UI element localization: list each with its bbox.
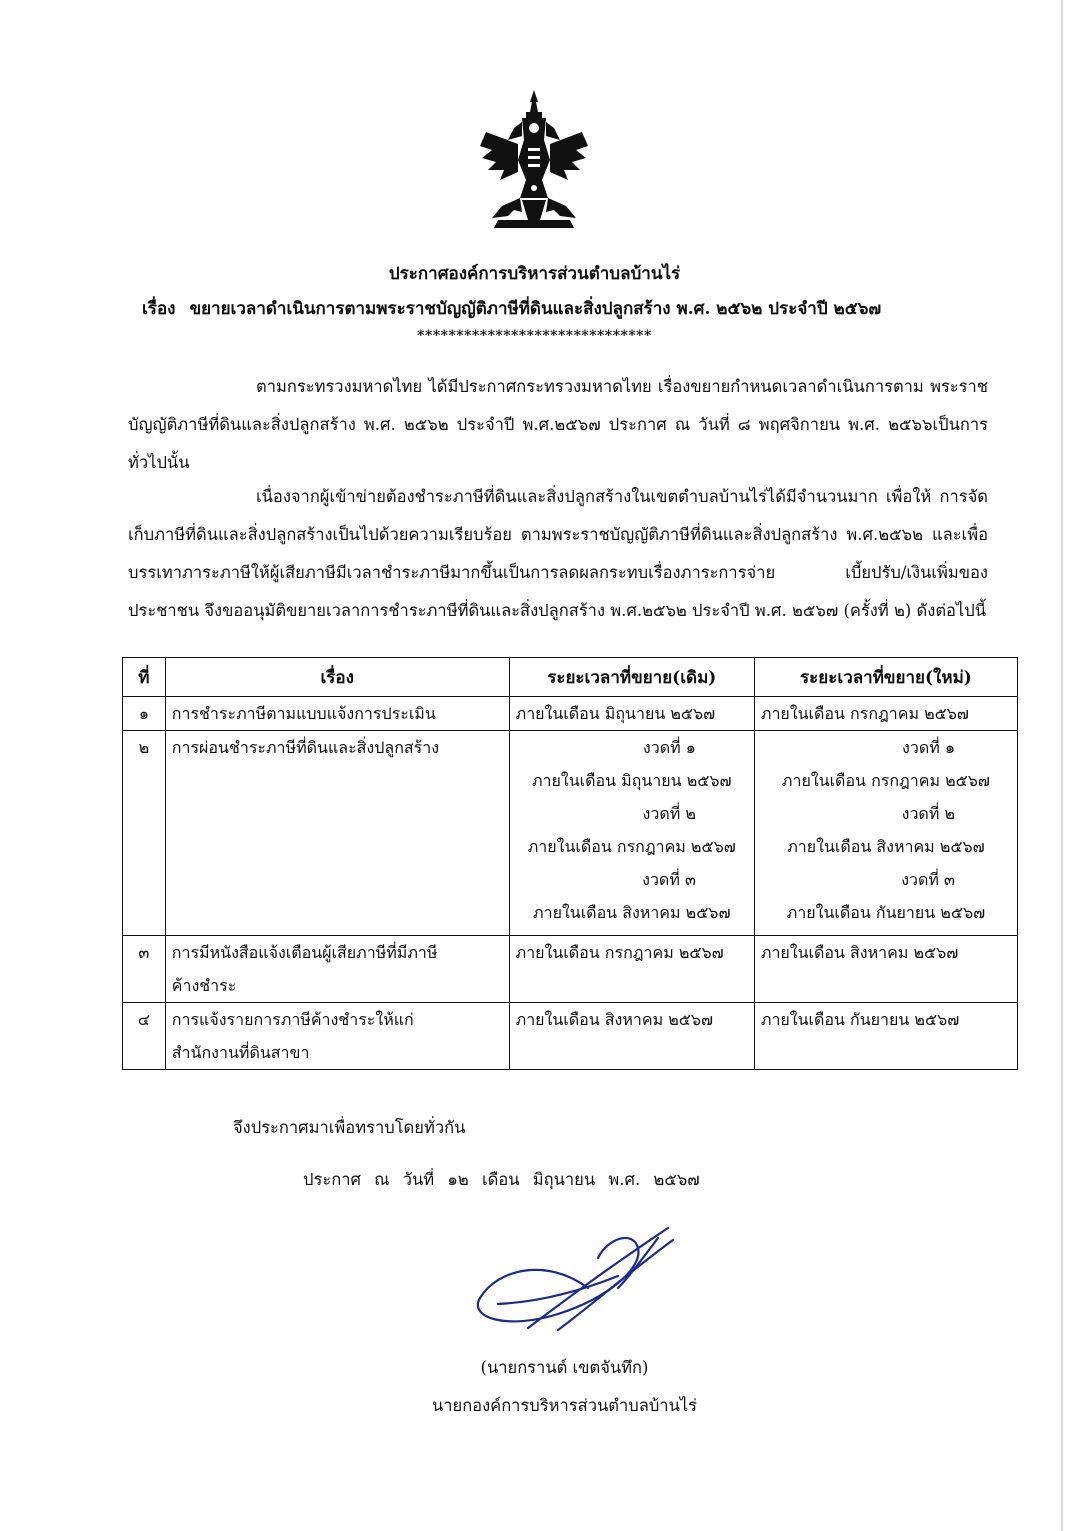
subject-text: ขยายเวลาดำเนินการตามพระราชบัญญัติภาษีที่ดินและสิ่งปลูกสร้าง พ.ศ. ๒๕๖๒ ประจำปี ๒๕๖๗ [189, 299, 882, 319]
installment-label: งวดที่ ๑ [642, 738, 696, 757]
subject-heading [100, 295, 1042, 322]
header-new-period: ระยะเวลาที่ขยาย(ใหม่) [754, 658, 1017, 697]
installment-label: งวดที่ ๓ [901, 870, 955, 889]
installment-label: งวดที่ ๑ [902, 738, 955, 757]
announcement-date: ประกาศ ณ วันที่ ๑๒ เดือน มิถุนายน พ.ศ. ๒๕๖๗ [303, 1170, 700, 1189]
header-no: ที่ [123, 658, 166, 697]
table-row [123, 697, 1018, 731]
row-old-period [509, 731, 754, 936]
handwritten-signature [468, 1218, 688, 1338]
installment-period: ภายในเดือน กรกฎาคม ๒๕๖๗ [781, 771, 990, 790]
table-row [123, 936, 1018, 1003]
row-old-period: ภายในเดือน กรกฎาคม ๒๕๖๗ [509, 936, 754, 1003]
installment-period: ภายในเดือน มิถุนายน ๒๕๖๗ [531, 771, 732, 790]
installment-label: งวดที่ ๒ [901, 804, 955, 823]
table-header-row [123, 658, 1018, 697]
installment-period: ภายในเดือน กันยายน ๒๕๖๗ [786, 903, 986, 922]
row-no: ๒ [123, 731, 166, 936]
signer-position: นายกองค์การบริหารส่วนตำบลบ้านไร่ [431, 1396, 698, 1415]
closing-statement: จึงประกาศมาเพื่อทราบโดยทั่วกัน [233, 1118, 466, 1137]
signer-name: (นายกรานต์ เขตจันทึก) [480, 1358, 649, 1377]
subject-label: เรื่อง [142, 299, 176, 319]
paragraph-2-text: เนื่องจากผู้เข้าข่ายต้องชำระภาษีที่ดินและสิ่งปลูกสร้างในเขตตำบลบ้านไร่ได้มีจำนวนมาก เพื่อให้ การจัดเก็บภาษีที่ดินและสิ่งปลูกสร้างเป็นไปด้วยความเรียบร้อย ตามพระราชบัญญัติภาษีที่ดินและสิ่งปลูกสร้าง พ.ศ.๒๕๖๒ และเพื่อบรรเทาภาระภาษีให้ผู้เสียภาษีมีเวลาชำระภาษีมากขึ้นเป็นการลดผลกระทบเรื่องภาระการจ่าย เบี้ยปรับ/เงินเพิ่มของประชาชน จึงขออนุมัติขยายเวลาการชำระภาษีที่ดินและสิ่งปลูกสร้าง พ.ศ.๒๕๖๒ ประจำปี พ.ศ. ๒๕๖๗ (ครั้งที่ ๒) ดังต่อไปนี้ [128, 487, 988, 620]
garuda-emblem-icon [478, 88, 590, 234]
installment-period: ภายในเดือน สิงหาคม ๒๕๖๗ [533, 903, 731, 922]
page-edge-shadow [1061, 0, 1063, 1531]
installment-label: งวดที่ ๓ [642, 870, 696, 889]
row-new-period: ภายในเดือน สิงหาคม ๒๕๖๗ [754, 936, 1017, 1003]
row-new-period: ภายในเดือน กรกฎาคม ๒๕๖๗ [754, 697, 1017, 731]
installment-label: งวดที่ ๒ [642, 804, 696, 823]
row-subject: การมีหนังสือแจ้งเตือนผู้เสียภาษีที่มีภาษี ค้างชำระ [165, 936, 509, 1003]
row-no: ๑ [123, 697, 166, 731]
star-divider: ****************************** [417, 328, 652, 344]
row-new-period: ภายในเดือน กันยายน ๒๕๖๗ [754, 1003, 1017, 1070]
paragraph-1 [128, 368, 988, 482]
row-no: ๓ [123, 936, 166, 1003]
installment-period: ภายในเดือน กรกฎาคม ๒๕๖๗ [527, 837, 736, 856]
paragraph-1-text: ตามกระทรวงมหาดไทย ได้มีประกาศกระทรวงมหาดไทย เรื่องขยายกำหนดเวลาดำเนินการตาม พระราชบัญญัติภาษีที่ดินและสิ่งปลูกสร้าง พ.ศ. ๒๕๖๒ ประจำปี พ.ศ.๒๕๖๗ ประกาศ ณ วันที่ ๘ พฤศจิกายน พ.ศ. ๒๕๖๖เป็นการทั่วไปนั้น [128, 377, 988, 472]
schedule-table [122, 657, 1018, 1070]
row-old-period: ภายในเดือน สิงหาคม ๒๕๖๗ [509, 1003, 754, 1070]
header-old-period: ระยะเวลาที่ขยาย(เดิม) [509, 658, 754, 697]
row-subject: การชำระภาษีตามแบบแจ้งการประเมิน [165, 697, 509, 731]
row-new-period [754, 731, 1017, 936]
row-subject: การแจ้งรายการภาษีค้างชำระให้แก่ สำนักงานที่ดินสาขา [165, 1003, 509, 1070]
paragraph-2 [128, 478, 988, 630]
office-heading: ประกาศองค์การบริหารส่วนตำบลบ้านไร่ [388, 264, 681, 284]
row-subject: การผ่อนชำระภาษีที่ดินและสิ่งปลูกสร้าง [165, 731, 509, 936]
installment-period: ภายในเดือน สิงหาคม ๒๕๖๗ [787, 837, 985, 856]
row-no: ๔ [123, 1003, 166, 1070]
table-row [123, 731, 1018, 936]
table-row [123, 1003, 1018, 1070]
row-old-period: ภายในเดือน มิถุนายน ๒๕๖๗ [509, 697, 754, 731]
header-subject: เรื่อง [165, 658, 509, 697]
